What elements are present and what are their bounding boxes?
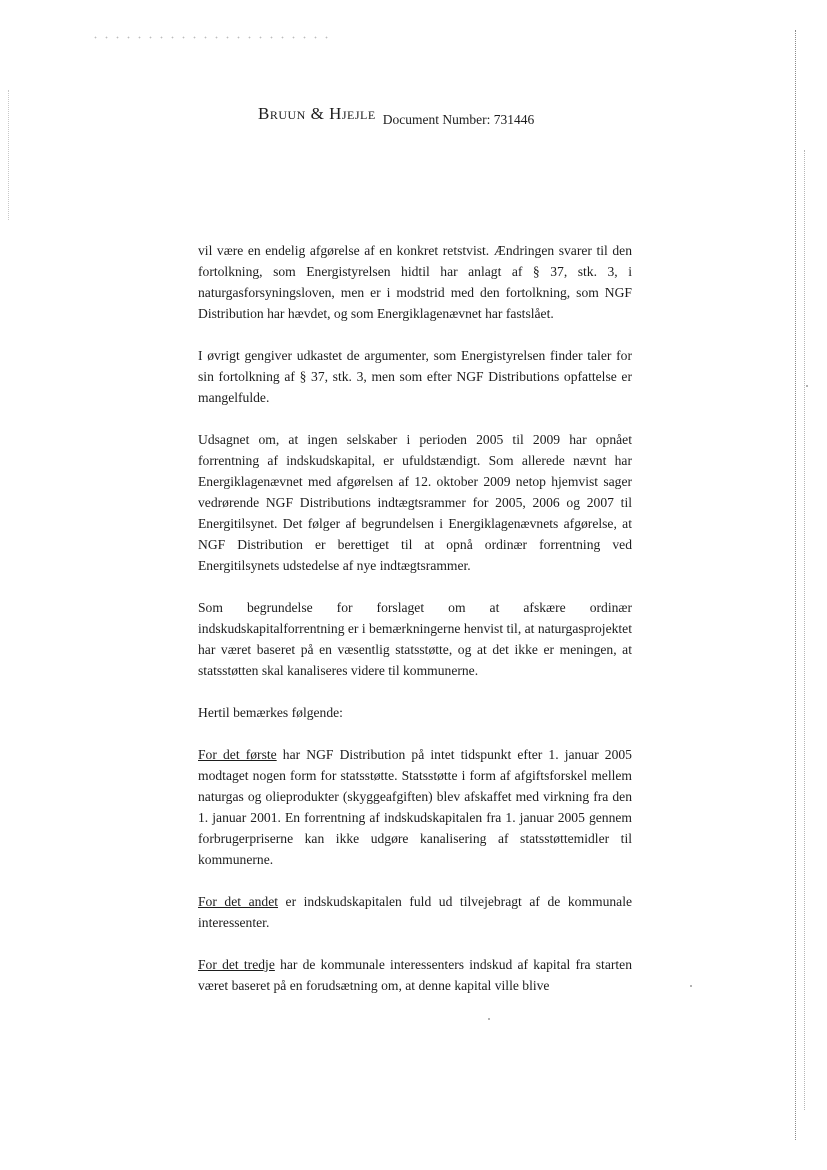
paragraph-8-lead: For det tredje — [198, 957, 275, 972]
scan-margin-mark — [8, 90, 9, 220]
paragraph-6-text: har NGF Distribution på intet tidspunkt efter 1. januar 2005 modtaget nogen form for statsstøtte. Statsstøtte i form af afgiftsforskel mellem naturgas og olieprodukter (skyggeafgiften) blev afskaffet med virkning fra den 1. januar 2001. En forrentning af indskudskapitalen fra 1. januar 2005 gennem forbrugerpriserne kan ikke udgøre kanalisering af statsstøttemidler til kommunerne. — [198, 747, 632, 867]
paragraph-6 — [198, 744, 632, 870]
letterhead — [258, 104, 535, 127]
scan-speck — [690, 985, 692, 987]
scan-speck — [488, 1018, 490, 1020]
paragraph-8-text: har de kommunale interessenters indskud af kapital fra starten været baseret på en forudsætning om, at denne kapital ville blive — [198, 957, 633, 993]
paragraph-4: Som begrundelse for forslaget om at afskære ordinær indskudskapitalforrentning er i bemærkningerne henvist til, at naturgasprojektet har været baseret på en væsentlig statsstøtte, og at det ikke er meningen, at statsstøtten skal kanaliseres videre til kommunerne. — [198, 600, 632, 678]
scan-edge — [795, 0, 815, 1170]
scan-speck — [806, 385, 808, 387]
paragraph-7-lead: For det andet — [198, 894, 279, 909]
letter-body — [198, 240, 632, 1017]
paragraph-3: Udsagnet om, at ingen selskaber i perioden 2005 til 2009 har opnået forrentning af indskudskapital, er ufuldstændigt. Som allerede nævnt har Energiklagenævnet med afgørelsen af 12. oktober 2009 netop hjemvist sager vedrørende NGF Distributions indtægtsrammer for 2005, 2006 og 2007 til Energitilsynet. Det følger af begrundelsen i Energiklagenævnets afgørelse, at NGF Distribution er berettiget til at opnå ordinær forrentning ved Energitilsynets udstedelse af nye indtægtsrammer. — [198, 432, 632, 573]
paragraph-1: vil være en endelig afgørelse af en konkret retstvist. Ændringen svarer til den fortolkning, som Energistyrelsen hidtil har anlagt af § 37, stk. 3, i naturgasforsyningsloven, men er i modstrid med den fortolkning, som NGF Distribution har hævdet, og som Energiklagenævnet har fastslået. — [198, 243, 632, 321]
paragraph-7 — [198, 891, 632, 933]
paragraph-2: I øvrigt gengiver udkastet de argumenter, som Energistyrelsen finder taler for sin fortolkning af § 37, stk. 3, men som efter NGF Distributions opfattelse er mangelfulde. — [198, 348, 632, 405]
paragraph-5: Hertil bemærkes følgende: — [198, 705, 343, 720]
paragraph-7-text: er indskudskapitalen fuld ud tilvejebragt af de kommunale interessenter. — [198, 894, 633, 930]
paragraph-8 — [198, 954, 632, 996]
document-number: Document Number: 731446 — [382, 112, 535, 127]
scan-noise — [90, 36, 330, 39]
firm-name: Bruun & Hjejle — [258, 104, 376, 123]
paragraph-6-lead: For det første — [198, 747, 277, 762]
